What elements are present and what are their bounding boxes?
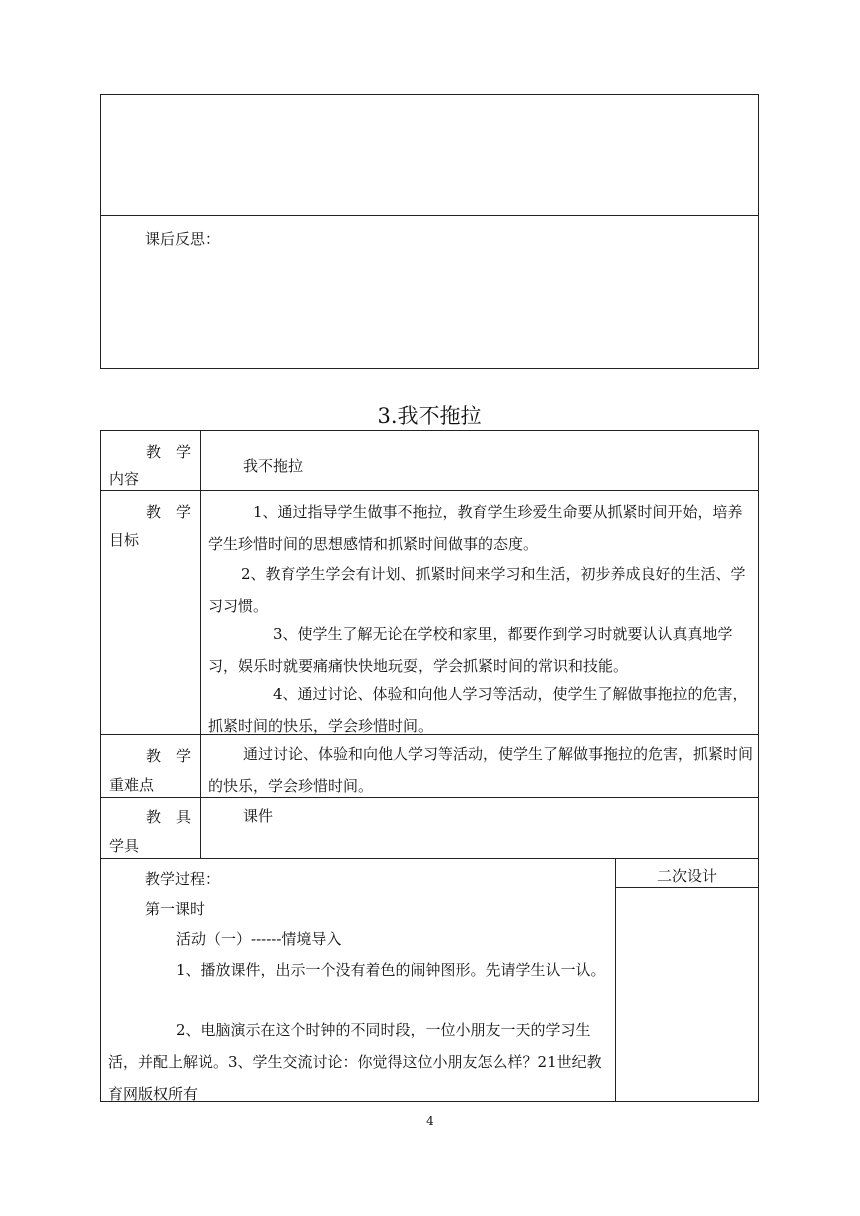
row-divider [100,490,759,491]
label-column-divider [200,430,201,858]
side-header-divider [615,887,759,888]
goals-label-line1: 教 学 [146,503,192,521]
activity-title: 活动（一）------情境导入 [176,930,342,948]
key-points-text: 通过讨论、体验和向他人学习等活动，使学生了解做事拖拉的危害，抓紧时间的快乐，学会珍惜时间。 [208,745,754,795]
lesson-title: 3.我不拖拉 [377,404,482,428]
top-table-divider [100,215,759,216]
goal-item-3: 3、使学生了解无论在学校和家里，都要作到学习时就要认认真真地学习，娱乐时就要痛痛快快地玩耍，学会抓紧时间的常识和技能。 [208,625,733,675]
content-label-line1: 教 学 [146,443,192,461]
goal-item-4: 4、通过讨论、体验和向他人学习等活动，使学生了解做事拖拉的危害，抓紧时间的快乐，学会珍惜时间。 [208,685,748,735]
page-number: 4 [426,1114,434,1128]
goals-label-line2: 目标 [109,531,140,549]
second-design-header: 二次设计 [656,867,717,885]
process-step-2: 2、电脑演示在这个时钟的不同时段，一位小朋友一天的学习生活，并配上解说。3、学生交流讨论：你觉得这位小朋友怎么样？21世纪教育网版权所有 [108,1021,602,1103]
goal-item-2: 2、教育学生学会有计划、抓紧时间来学习和生活，初步养成良好的生活、学习习惯。 [208,565,746,615]
period-label: 第一课时 [145,900,206,918]
reflection-label: 课后反思： [145,230,221,248]
key-points-label-line1: 教 学 [146,747,192,765]
side-column-divider [615,858,616,1102]
tools-text: 课件 [243,807,274,825]
tools-label-line2: 学具 [109,837,140,855]
content-label-line2: 内容 [109,470,140,488]
tools-label-line1: 教 具 [146,808,192,826]
key-points-label-line2: 重难点 [109,776,155,794]
content-text: 我不拖拉 [243,457,304,475]
process-label: 教学过程： [145,870,221,888]
goal-item-1: 1、通过指导学生做事不拖拉，教育学生珍爱生命要从抓紧时间开始，培养学生珍惜时间的思想感情和抓紧时间做事的态度。 [208,503,743,553]
row-divider [100,858,759,859]
process-step-1: 1、播放课件，出示一个没有着色的闹钟图形。先请学生认一认。 [176,961,606,979]
